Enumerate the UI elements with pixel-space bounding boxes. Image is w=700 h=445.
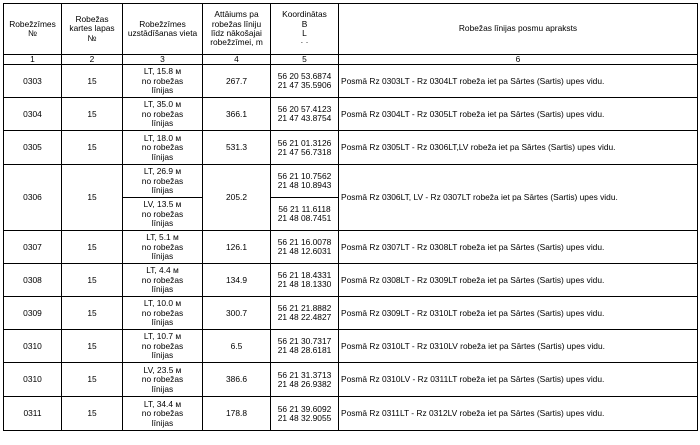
map-sheet-number: 15 (62, 98, 123, 131)
marker-number: 0306 (4, 165, 62, 231)
header-description: Robežas līnijas posmu apraksts (339, 4, 698, 55)
map-sheet-number: 15 (62, 264, 123, 297)
distance-value: 126.1 (203, 231, 271, 264)
place-line: līnijas (151, 383, 174, 394)
coordinates-cell (271, 98, 339, 131)
coordinate-b: 56 21 11.6118 (278, 204, 331, 214)
place-line: LV, 23.5 м (143, 364, 182, 375)
table-row (4, 231, 698, 264)
coordinate-b: 56 21 16.0078 (277, 237, 332, 247)
map-sheet-number: 15 (62, 165, 123, 231)
table-row (4, 98, 698, 131)
coordinates-cell-lv (271, 198, 339, 231)
place-line: līnijas (151, 317, 174, 328)
place-line: no robežas (141, 340, 184, 351)
place-line: LT, 10.7 м (143, 331, 182, 342)
table-row (4, 363, 698, 397)
installation-place (123, 297, 203, 330)
map-sheet-number: 15 (62, 363, 123, 397)
segment-description: Posmā Rz 0305LT - Rz 0306LT,LV robeža iet pa Sārtes (Sartis) upes vidu. (339, 131, 698, 165)
header-coordinates (271, 4, 339, 55)
installation-place (123, 397, 203, 431)
header-marker-number: Robežzīmes № (4, 4, 62, 55)
installation-place (123, 65, 203, 98)
coordinate-b: 56 20 53.6874 (277, 71, 332, 81)
marker-number: 0310 (4, 330, 62, 363)
place-line: līnijas (151, 185, 174, 196)
place-line: līnijas (151, 251, 174, 262)
map-sheet-number: 15 (62, 297, 123, 330)
table-row (4, 330, 698, 363)
map-sheet-number: 15 (62, 131, 123, 165)
installation-place (123, 363, 203, 397)
place-line: no robežas (141, 374, 184, 385)
coordinates-cell (271, 65, 339, 98)
coordinates-cell (271, 397, 339, 431)
marker-number: 0305 (4, 131, 62, 165)
distance-value: 531.3 (203, 131, 271, 165)
coordinate-l: 21 48 26.9382 (277, 378, 332, 389)
distance-value: 366.1 (203, 98, 271, 131)
coordinate-b: 56 21 10.7562 (277, 171, 332, 181)
installation-place-lv (123, 198, 203, 231)
coordinate-b: 56 21 18.4331 (277, 270, 332, 280)
marker-number: 0311 (4, 397, 62, 431)
table-row (4, 264, 698, 297)
segment-description: Posmā Rz 0304LT - Rz 0305LT robeža iet pa Sārtes (Sartis) upes vidu. (339, 98, 698, 131)
place-line: LT, 5.1 м (146, 232, 179, 243)
place-line: līnijas (151, 417, 174, 428)
installation-place-lt (123, 165, 203, 198)
coordinate-l: 21 47 56.7318 (277, 146, 332, 157)
place-line: līnijas (151, 284, 174, 295)
distance-value: 134.9 (203, 264, 271, 297)
place-line: LV, 13.5 м (143, 199, 182, 210)
place-line: līnijas (151, 350, 174, 361)
table-row (4, 65, 698, 98)
place-line: līnijas (151, 218, 174, 229)
header-coordinates-b: B (301, 18, 308, 29)
header-coordinates-l: L (302, 28, 307, 38)
place-line: no robežas (141, 75, 184, 86)
table-row (4, 297, 698, 330)
coordinates-cell (271, 330, 339, 363)
place-line: no robežas (141, 108, 184, 119)
marker-number: 0310 (4, 363, 62, 397)
segment-description: Posmā Rz 0307LT - Rz 0308LT robeža iet pa Sārtes (Sartis) upes vidu. (339, 231, 698, 264)
coordinate-l: 21 48 10.8943 (277, 180, 332, 191)
coordinate-l: 21 48 18.1330 (277, 279, 332, 290)
map-sheet-number: 15 (62, 65, 123, 98)
place-line: no robežas (141, 241, 184, 252)
coordinate-l: 21 48 12.6031 (277, 246, 332, 257)
column-number: 6 (339, 55, 698, 65)
coordinate-l: 21 48 08.7451 (277, 213, 332, 224)
column-number: 4 (203, 55, 271, 65)
place-line: no robežas (141, 408, 184, 419)
place-line: no robežas (141, 274, 184, 285)
installation-place (123, 131, 203, 165)
coordinate-l: 21 48 28.6181 (277, 345, 332, 356)
segment-description: Posmā Rz 0303LT - Rz 0304LT robeža iet pa Sārtes (Sartis) upes vidu. (339, 65, 698, 98)
table-row (4, 131, 698, 165)
installation-place (123, 330, 203, 363)
map-sheet-number: 15 (62, 330, 123, 363)
table-row (4, 165, 698, 198)
segment-description: Posmā Rz 0309LT - Rz 0310LT robeža iet pa Sārtes (Sartis) upes vidu. (339, 297, 698, 330)
distance-value: 300.7 (203, 297, 271, 330)
coordinates-cell (271, 363, 339, 397)
marker-number: 0303 (4, 65, 62, 98)
coordinate-l: 21 47 35.5906 (277, 80, 332, 91)
coordinate-b: 56 21 39.6092 (277, 403, 332, 414)
installation-place (123, 264, 203, 297)
place-line: līnijas (151, 151, 174, 162)
segment-description: Posmā Rz 0311LT - Rz 0312LV robeža iet pa Sārtes (Sartis) upes vidu. (339, 397, 698, 431)
marker-number: 0304 (4, 98, 62, 131)
distance-value: 178.8 (203, 397, 271, 431)
marker-number: 0307 (4, 231, 62, 264)
column-number: 2 (62, 55, 123, 65)
installation-place (123, 231, 203, 264)
coordinate-b: 56 21 21.8882 (277, 303, 332, 313)
place-line: LT, 15.8 м (143, 66, 182, 77)
place-line: LT, 35.0 м (143, 99, 182, 110)
segment-description: Posmā Rz 0310LT - Rz 0310LV robeža iet pa Sārtes (Sartis) upes vidu. (339, 330, 698, 363)
column-number: 5 (271, 55, 339, 65)
distance-value: 386.6 (203, 363, 271, 397)
header-row (4, 4, 698, 55)
segment-description: Posmā Rz 0306LT, LV - Rz 0307LT robeža iet pa Sārtes (Sartis) upes vidu. (339, 165, 698, 231)
coordinate-b: 56 21 01.3126 (277, 137, 332, 148)
place-line: LT, 18.0 м (143, 132, 182, 143)
place-line: LT, 10.0 м (143, 298, 182, 309)
coordinates-cell (271, 297, 339, 330)
table-row (4, 397, 698, 431)
coordinates-cell (271, 264, 339, 297)
coordinate-l: 21 48 32.9055 (277, 412, 332, 423)
header-map-sheet: Robežas kartes lapas № (62, 4, 123, 55)
header-coordinates-title: Koordinātas (282, 9, 327, 20)
place-line: līnijas (151, 85, 174, 96)
place-line: LT, 4.4 м (146, 265, 179, 276)
coordinate-l: 21 47 43.8754 (277, 113, 332, 124)
place-line: LT, 34.4 м (143, 398, 182, 409)
header-distance: Attāiums pa robežas līniju līdz nākošajai robežzīmei, m (203, 4, 271, 55)
coordinate-b: 56 20 57.4123 (277, 104, 332, 114)
coordinate-l: 21 48 22.4827 (277, 312, 332, 323)
place-line: no robežas (141, 208, 184, 219)
coordinate-b: 56 21 31.3713 (277, 369, 332, 380)
column-number: 1 (4, 55, 62, 65)
distance-value: 6.5 (203, 330, 271, 363)
segment-description: Posmā Rz 0308LT - Rz 0309LT robeža iet pa Sārtes (Sartis) upes vidu. (339, 264, 698, 297)
place-line: LT, 26.9 м (143, 166, 182, 177)
header-coordinates-dots: · · (300, 37, 309, 48)
boundary-marker-document (3, 3, 698, 431)
place-line: līnijas (151, 118, 174, 129)
map-sheet-number: 15 (62, 397, 123, 431)
place-line: no robežas (141, 142, 184, 153)
distance-value: 267.7 (203, 65, 271, 98)
place-line: no robežas (141, 307, 184, 318)
installation-place (123, 98, 203, 131)
marker-number: 0308 (4, 264, 62, 297)
coordinate-b: 56 21 30.7317 (277, 336, 332, 346)
coordinates-cell (271, 231, 339, 264)
distance-value: 205.2 (203, 165, 271, 231)
map-sheet-number: 15 (62, 231, 123, 264)
coordinates-cell (271, 131, 339, 165)
coordinates-cell-lt (271, 165, 339, 198)
boundary-markers-table (3, 3, 698, 431)
marker-number: 0309 (4, 297, 62, 330)
place-line: no robežas (141, 175, 184, 186)
column-number-row (4, 55, 698, 65)
header-installation-place: Robežzīmes uzstādīšanas vieta (123, 4, 203, 55)
segment-description: Posmā Rz 0310LV - Rz 0311LT robeža iet pa Sārtes (Sartis) upes vidu. (339, 363, 698, 397)
column-number: 3 (123, 55, 203, 65)
